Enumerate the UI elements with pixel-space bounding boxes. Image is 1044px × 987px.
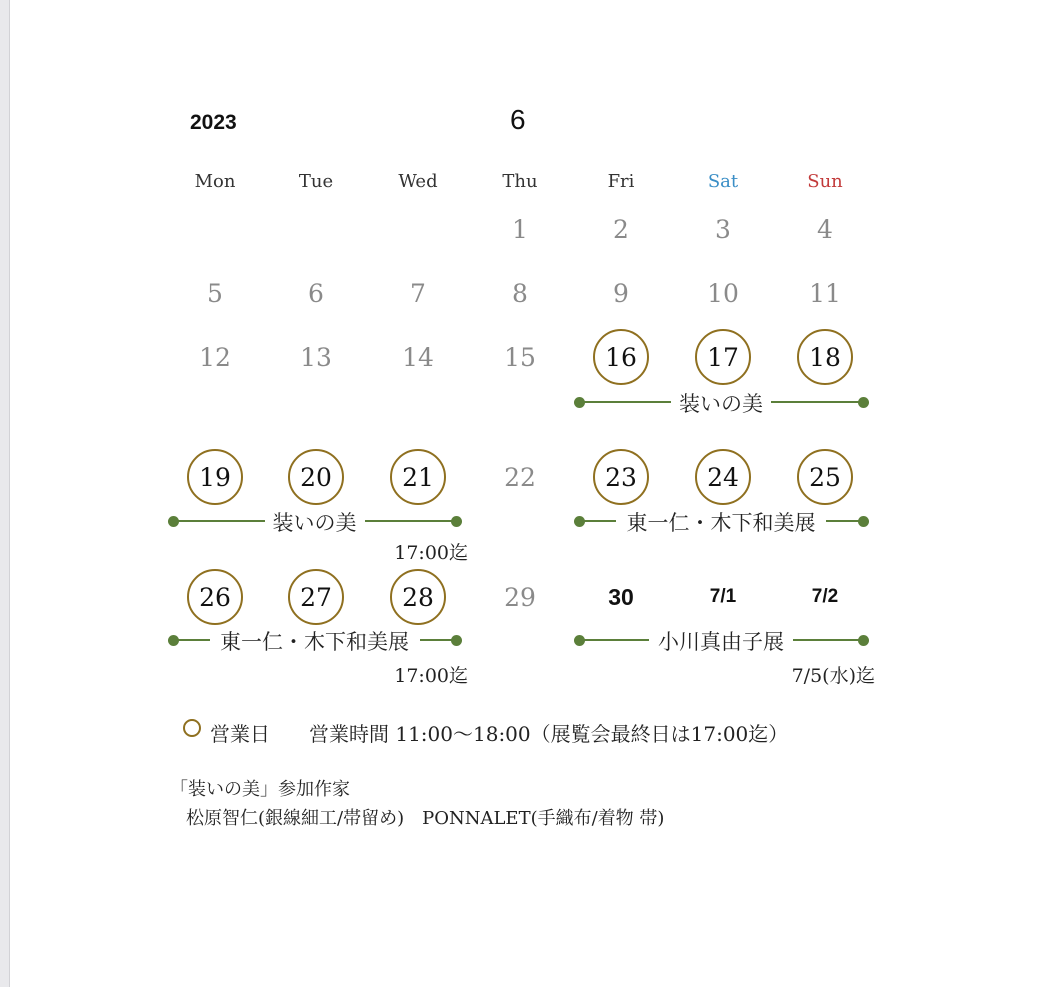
- event-end-dot: [451, 516, 462, 527]
- event-end-dot: [451, 635, 462, 646]
- day-cell: 11: [809, 278, 841, 308]
- event-label: 装いの美: [679, 392, 763, 416]
- open-day-cell: 25: [797, 449, 853, 505]
- day-cell: 7/2: [811, 586, 839, 607]
- day-cell: 22: [504, 462, 536, 492]
- open-day-cell: 20: [288, 449, 344, 505]
- day-cell: 29: [504, 582, 536, 612]
- day-cell: 7: [410, 278, 426, 308]
- open-day-cell: 28: [390, 569, 446, 625]
- day-cell: 8: [512, 278, 528, 308]
- event-start-dot: [168, 516, 179, 527]
- day-cell: 3: [715, 214, 731, 244]
- weekday-mon: Mon: [194, 171, 236, 192]
- day-cell: 12: [199, 342, 231, 372]
- weekday-tue: Tue: [298, 171, 334, 192]
- event-label: 東一仁・木下和美展: [626, 511, 816, 535]
- event-line: [771, 401, 863, 403]
- day-cell: 15: [504, 342, 536, 372]
- event-end-dot: [858, 516, 869, 527]
- open-day-cell: 18: [797, 329, 853, 385]
- day-cell: 1: [512, 214, 528, 244]
- day-cell: 4: [817, 214, 833, 244]
- calendar-month: 6: [510, 104, 526, 135]
- open-day-cell: 19: [187, 449, 243, 505]
- event-line: [365, 520, 457, 522]
- event-start-dot: [574, 635, 585, 646]
- weekday-fri: Fri: [607, 171, 635, 192]
- event-end-note: 17:00迄: [394, 542, 468, 564]
- open-day-cell: 26: [187, 569, 243, 625]
- event-start-dot: [574, 397, 585, 408]
- event-start-dot: [574, 516, 585, 527]
- legend-open-day-label: 営業日: [210, 722, 270, 746]
- page-edge: [0, 0, 10, 987]
- artists-heading: 「装いの美」参加作家: [170, 779, 350, 800]
- day-cell: 10: [707, 278, 739, 308]
- open-day-circle-icon: [183, 719, 201, 737]
- calendar-year: 2023: [190, 111, 237, 134]
- event-label: 東一仁・木下和美展: [220, 630, 409, 654]
- day-cell: 6: [308, 278, 324, 308]
- open-day-cell: 23: [593, 449, 649, 505]
- event-label: 装いの美: [272, 511, 357, 535]
- event-end-dot: [858, 397, 869, 408]
- event-label: 小川真由子展: [658, 630, 784, 654]
- event-start-dot: [168, 635, 179, 646]
- event-line: [579, 401, 671, 403]
- open-day-cell: 24: [695, 449, 751, 505]
- event-line: [579, 520, 616, 522]
- event-end-note: 17:00迄: [394, 665, 468, 687]
- weekday-wed: Wed: [398, 171, 438, 192]
- day-cell: 14: [402, 342, 434, 372]
- event-end-note: 7/5(水)迄: [791, 665, 875, 687]
- open-day-cell: 17: [695, 329, 751, 385]
- legend-hours-text: 営業時間 11:00〜18:00（展覧会最終日は17:00迄）: [309, 722, 789, 746]
- weekday-thu: Thu: [502, 171, 538, 192]
- open-day-cell: 27: [288, 569, 344, 625]
- event-line: [579, 639, 649, 641]
- event-line: [793, 639, 863, 641]
- event-line: [173, 520, 265, 522]
- day-cell: 13: [300, 342, 332, 372]
- weekday-sat: Sat: [707, 171, 739, 192]
- day-cell: 7/1: [709, 586, 737, 607]
- day-cell: 5: [207, 278, 223, 308]
- weekday-sun: Sun: [807, 171, 843, 192]
- event-end-dot: [858, 635, 869, 646]
- open-day-cell: 21: [390, 449, 446, 505]
- day-cell: 30: [608, 583, 634, 610]
- day-cell: 2: [613, 214, 629, 244]
- artists-list: 松原智仁(銀線細工/帯留め) PONNALET(手織布/着物 帯): [186, 808, 665, 829]
- day-cell: 9: [613, 278, 629, 308]
- open-day-cell: 16: [593, 329, 649, 385]
